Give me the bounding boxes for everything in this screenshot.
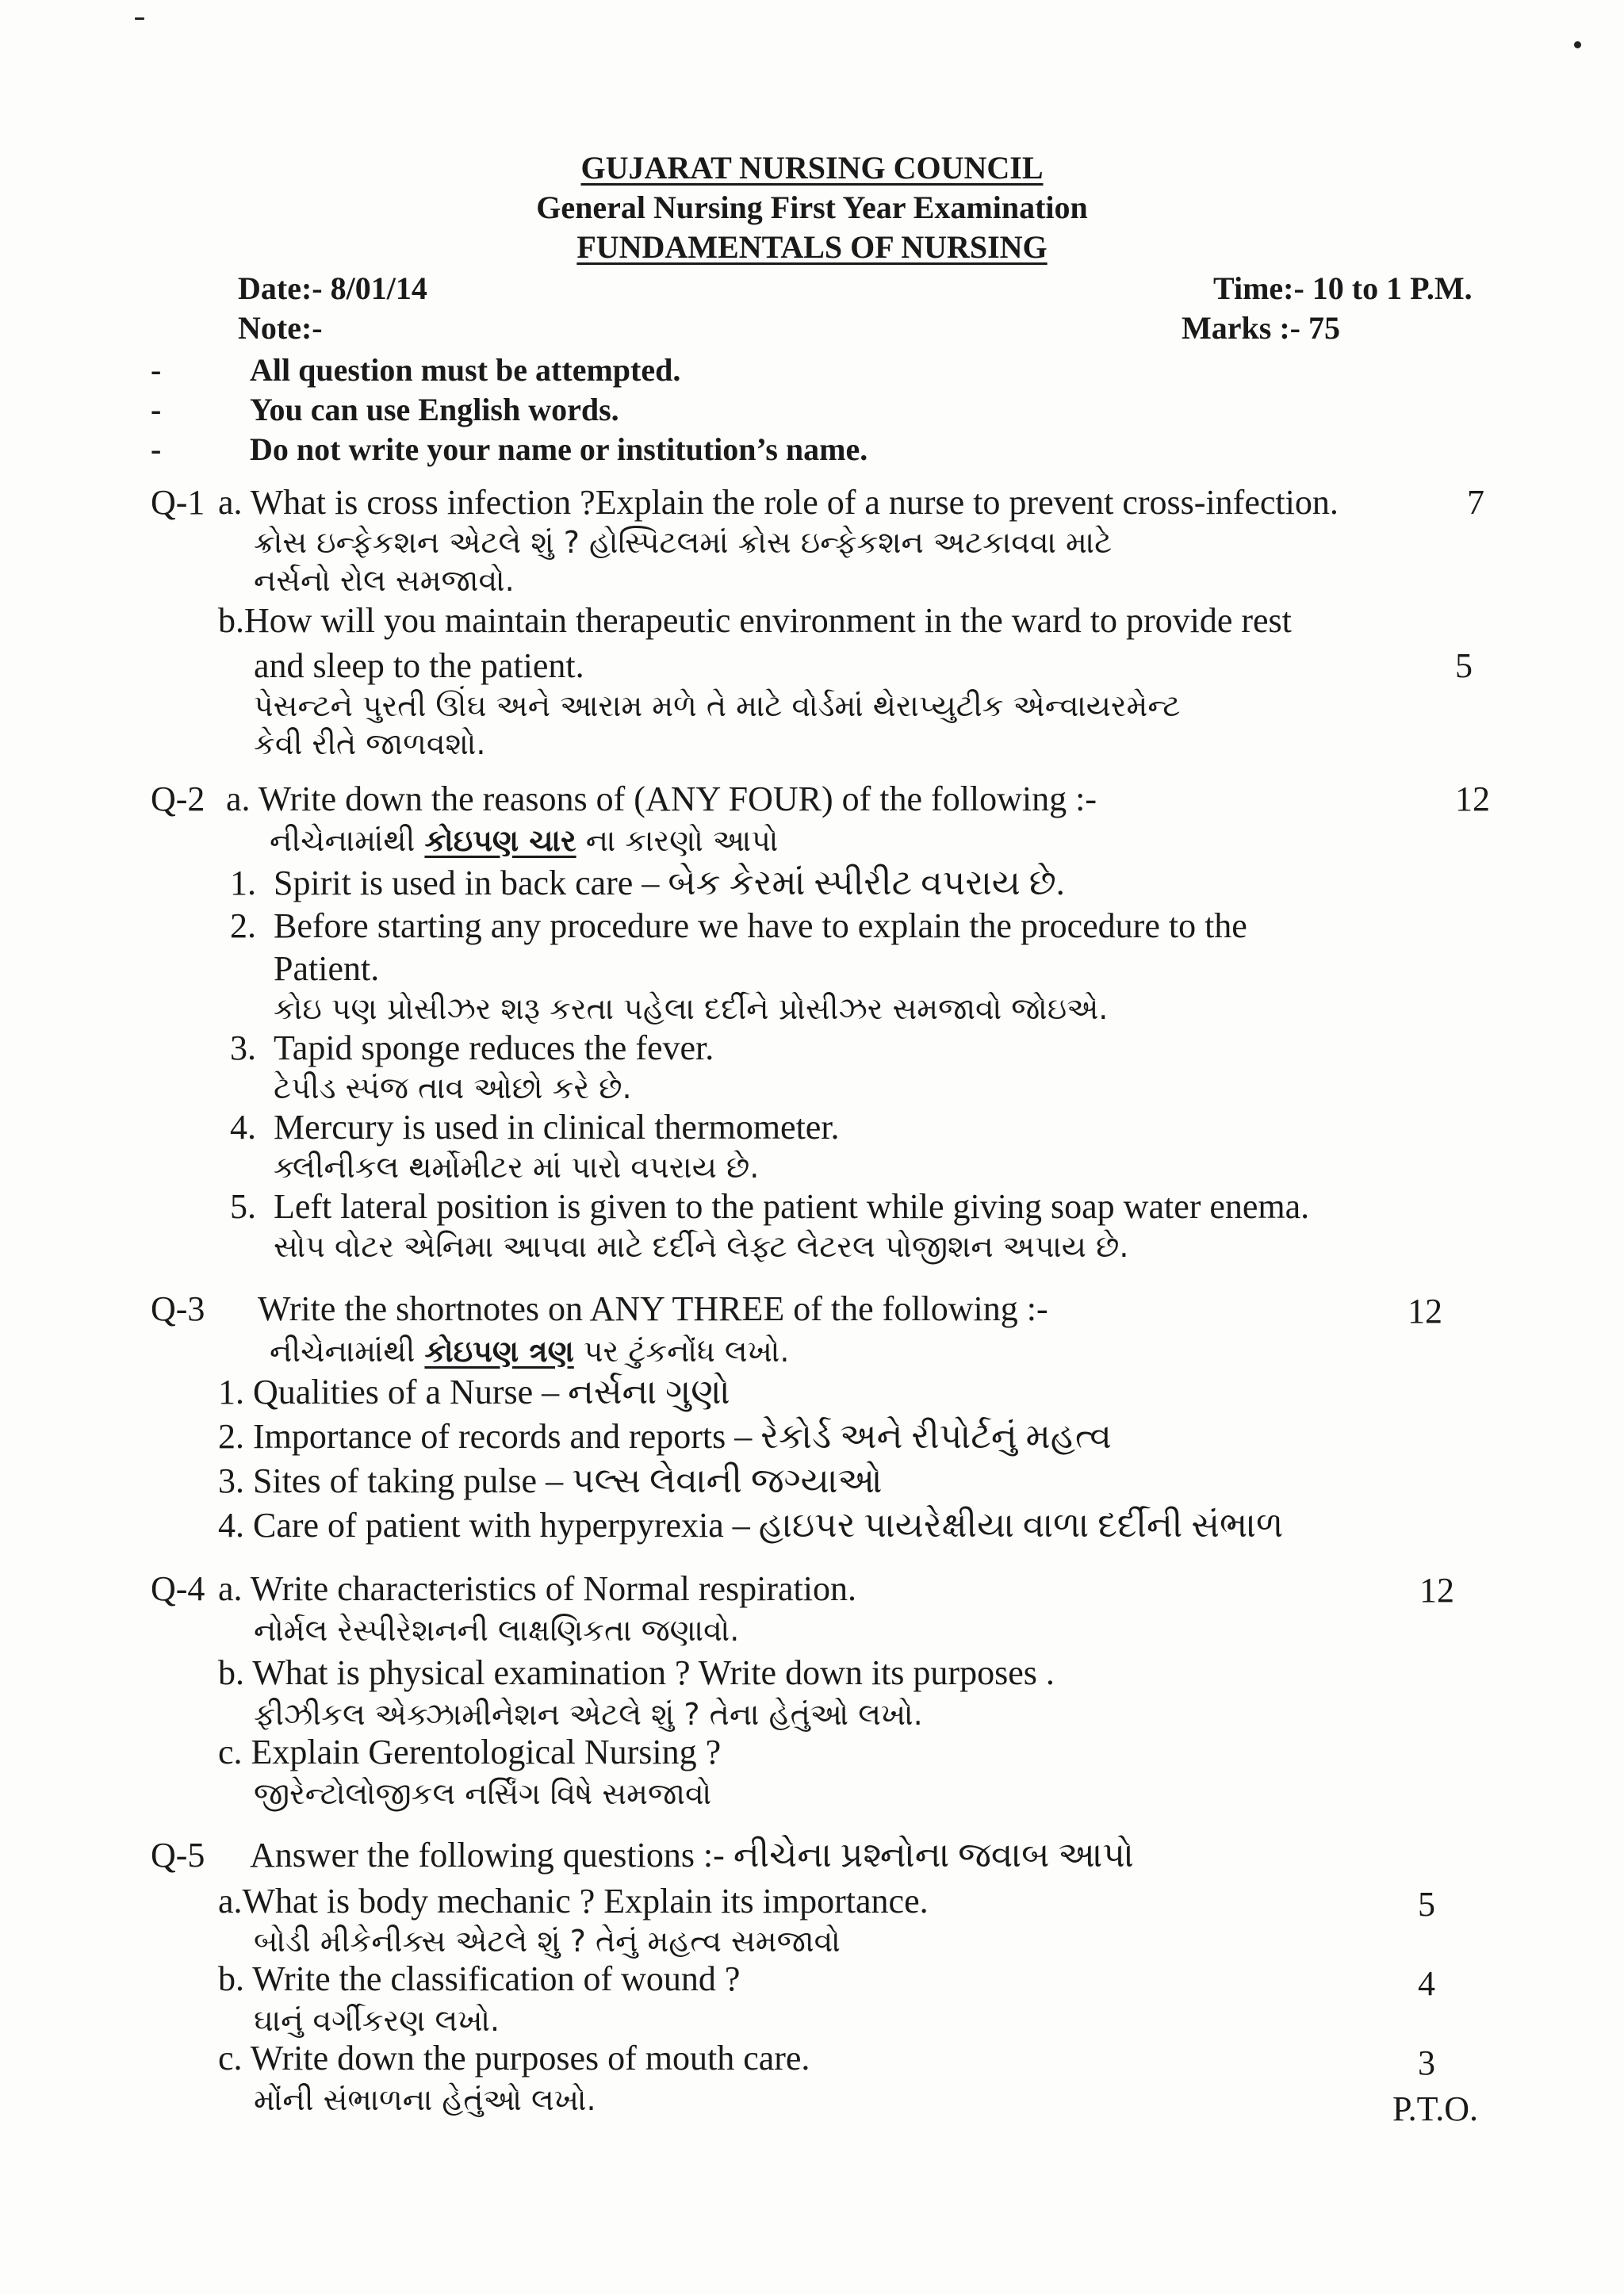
question-text: a.What is body mechanic ? Explain its importance. <box>218 1882 929 1921</box>
note-label: Note:- <box>238 310 323 346</box>
list-item: Tapid sponge reduces the fever. <box>274 1028 714 1067</box>
note-bullet: - <box>151 352 162 388</box>
question-text-gujarati: કેવી રીતે જાળવશો. <box>254 726 486 761</box>
list-item: Before starting any procedure we have to explain the procedure to the <box>274 906 1247 945</box>
exam-date: Date:- 8/01/14 <box>238 270 427 306</box>
question-text-gujarati: નોર્મલ રેસ્પીરેશનની લાક્ષણિકતા જણાવો. <box>254 1613 740 1648</box>
question-text: a. Write down the reasons of (ANY FOUR) of the following :- <box>226 779 1097 818</box>
question-text: Answer the following questions :- નીચેના પ્રશ્નોના જવાબ આપો <box>250 1836 1134 1875</box>
list-item-gujarati: ટેપીડ સ્પંજ તાવ ઓછો કરે છે. <box>274 1070 632 1105</box>
question-text-gujarati: જીરેન્ટોલોજીકલ નર્સિંગ વિષે સમજાવો <box>254 1776 712 1811</box>
page-turn-note: P.T.O. <box>1392 2089 1478 2128</box>
question-marks: 4 <box>1418 1964 1435 2003</box>
question-text-gujarati: નર્સનો રોલ સમજાવો. <box>254 563 515 598</box>
question-text-gujarati: બોડી મીકેનીક્સ એટલે શું ? તેનું મહત્વ સમજાવો <box>254 1924 841 1959</box>
question-marks: 12 <box>1455 779 1490 818</box>
question-text-gujarati: ફીઝીકલ એક્ઝામીનેશન એટલે શું ? તેના હેતુંઓ લખો. <box>254 1697 923 1732</box>
list-item: 3. Sites of taking pulse – પલ્સ લેવાની જગ્યાઓ <box>218 1461 883 1500</box>
list-item: Spirit is used in back care – બેક કેરમાં સ્પીરીટ વપરાય છે. <box>274 864 1065 902</box>
list-item-gujarati: ક્લીનીકલ થર્મોમીટર માં પારો વપરાય છે. <box>274 1150 760 1185</box>
list-item: Left lateral position is given to the patient while giving soap water enema. <box>274 1187 1310 1226</box>
question-text: b. Write the classification of wound ? <box>218 1959 741 1998</box>
council-title: GUJARAT NURSING COUNCIL <box>580 150 1044 186</box>
question-text: c. Explain Gerentological Nursing ? <box>218 1733 722 1771</box>
list-item: Patient. <box>274 949 380 988</box>
note-item: You can use English words. <box>250 392 619 427</box>
question-label: Q-1 <box>151 483 205 522</box>
question-label: Q-2 <box>151 779 205 818</box>
list-item: 1. Qualities of a Nurse – નર્સના ગુણો <box>218 1373 730 1411</box>
list-item-number: 1. <box>230 864 256 902</box>
question-marks: 3 <box>1418 2043 1435 2082</box>
question-marks: 12 <box>1408 1292 1442 1331</box>
list-item-number: 3. <box>230 1028 256 1067</box>
question-marks: 5 <box>1418 1885 1435 1924</box>
question-text-gujarati: નીચેનામાંથી કોઇપણ ત્રણ પર ટુંકનોંધ લખો. <box>270 1334 790 1369</box>
question-text-gujarati: પેસન્ટને પુરતી ઊંઘ અને આરામ મળે તે માટે વોર્ડમાં થેરાપ્યુટીક એન્વાયરમેન્ટ <box>254 688 1181 723</box>
question-marks: 12 <box>1419 1571 1454 1610</box>
question-label: Q-4 <box>151 1569 205 1608</box>
question-label: Q-3 <box>151 1289 205 1328</box>
subject-title: FUNDAMENTALS OF NURSING <box>576 229 1048 265</box>
question-text: a. What is cross infection ?Explain the role of a nurse to prevent cross-infection. <box>218 483 1339 522</box>
question-text: a. Write characteristics of Normal respiration. <box>218 1569 856 1608</box>
list-item-number: 4. <box>230 1108 256 1147</box>
question-text-gujarati: મોંની સંભાળના હેતુંઓ લખો. <box>254 2082 596 2117</box>
question-text-gujarati: નીચેનામાંથી કોઇપણ ચાર ના કારણો આપો <box>270 823 779 858</box>
list-item: Mercury is used in clinical thermometer. <box>274 1108 840 1147</box>
question-label: Q-5 <box>151 1836 205 1875</box>
note-bullet: - <box>151 392 162 427</box>
list-item-gujarati: સોપ વોટર એનિમા આપવા માટે દર્દીને લેફ્ટ લેટરલ પોજીશન અપાય છે. <box>274 1229 1129 1264</box>
question-text: c. Write down the purposes of mouth care. <box>218 2039 810 2078</box>
note-bullet: - <box>151 431 162 467</box>
total-marks: Marks :- 75 <box>1182 310 1340 346</box>
list-item-gujarati: કોઇ પણ પ્રોસીઝર શરૂ કરતા પહેલા દર્દીને પ્રોસીઝર સમજાવો જોઇએ. <box>274 991 1109 1026</box>
list-item: 2. Importance of records and reports – રેકોર્ડ અને રીપોર્ટનું મહત્વ <box>218 1417 1112 1456</box>
exam-title: General Nursing First Year Examination <box>536 190 1088 225</box>
list-item-number: 2. <box>230 906 256 945</box>
list-item: 4. Care of patient with hyperpyrexia – હાઇપર પાયરેક્ષીયા વાળા દર્દીની સંભાળ <box>218 1506 1284 1545</box>
question-text: Write the shortnotes on ANY THREE of the following :- <box>258 1289 1048 1328</box>
exam-time: Time:- 10 to 1 P.M. <box>1213 270 1473 306</box>
list-item-number: 5. <box>230 1187 256 1226</box>
question-marks: 5 <box>1455 646 1473 685</box>
scan-speck <box>135 17 144 20</box>
scan-speck <box>1574 41 1581 48</box>
question-text: b.How will you maintain therapeutic environment in the ward to provide rest <box>218 601 1292 640</box>
question-text-gujarati: ક્રોસ ઇન્ફેકશન એટલે શું ? હોસ્પિટલમાં ક્રોસ ઇન્ફેકશન અટકાવવા માટે <box>254 525 1113 560</box>
question-text: and sleep to the patient. <box>254 646 584 685</box>
question-text-gujarati: ઘાનું વર્ગીકરણ લખો. <box>254 2003 500 2038</box>
question-marks: 7 <box>1467 483 1484 522</box>
note-item: Do not write your name or institution’s name. <box>250 431 868 467</box>
note-item: All question must be attempted. <box>250 352 681 388</box>
question-text: b. What is physical examination ? Write down its purposes . <box>218 1653 1055 1692</box>
